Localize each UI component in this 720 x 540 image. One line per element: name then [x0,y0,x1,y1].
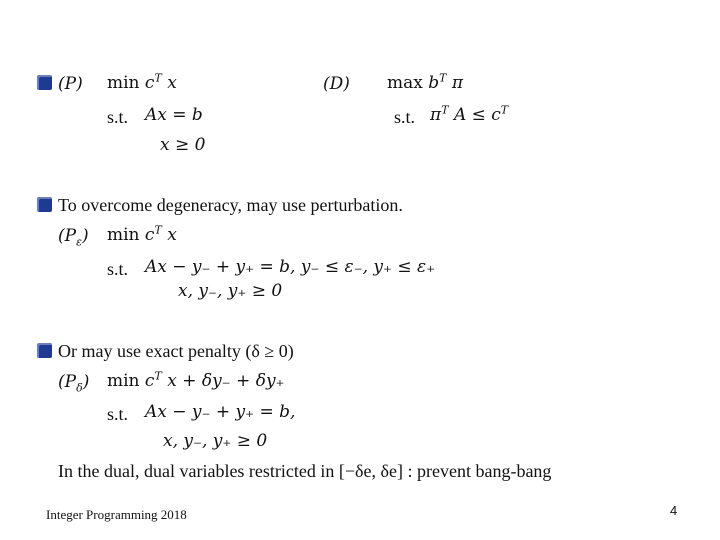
perturbed-label-close: ) [81,226,89,246]
dual-constraint-mid: A ≤ c [453,105,501,125]
penalty-heading: Or may use exact penalty (δ ≥ 0) [58,341,294,361]
square-bullet-icon [37,75,52,90]
primal-objective [107,71,177,93]
penalty-constraint-2: x, y₋, y₊ ≥ 0 [163,431,268,451]
penalty-label-sub: δ [76,381,83,395]
perturbed-st: s.t. [107,259,129,279]
dual-objective-vec: b [428,73,440,93]
perturbed-label [58,226,89,249]
square-bullet-icon [37,197,52,212]
dual-objective-op: max [387,73,423,93]
primal-objective-op: min [107,73,140,93]
dual-objective-exp: T [439,71,447,85]
dual-objective-var: π [451,73,464,93]
penalty-objective-op: min [107,371,140,391]
primal-label: (P) [58,74,83,94]
perturbed-objective-var: x [167,225,177,245]
penalty-label-base: (P [58,372,77,392]
perturbation-heading: To overcome degeneracy, may use perturbation. [58,195,403,215]
perturbed-objective-exp: T [154,223,162,237]
footer-course: Integer Programming 2018 [46,507,187,522]
primal-constraint-1: Ax = b [145,105,203,125]
dual-st: s.t. [394,107,416,127]
primal-objective-exp: T [154,71,162,85]
primal-objective-var: x [167,73,177,93]
primal-st: s.t. [107,107,129,127]
dual-constraint-exp: T [441,103,449,117]
penalty-st: s.t. [107,404,129,424]
penalty-constraint-1: Ax − y₋ + y₊ = b, [145,402,296,422]
primal-constraint-2: x ≥ 0 [160,135,206,155]
penalty-objective [107,369,285,391]
square-bullet-icon [37,343,52,358]
perturbed-objective-op: min [107,225,140,245]
perturbed-objective [107,223,177,245]
perturbed-label-sub: ε [76,235,82,249]
dual-objective [387,71,464,93]
perturbed-constraint-2: x, y₋, y₊ ≥ 0 [178,281,283,301]
dual-constraint-lhs: π [430,105,442,125]
penalty-objective-exp: T [154,369,162,383]
perturbed-label-base: (P [58,226,77,246]
dual-label: (D) [323,74,350,94]
perturbed-constraint-1: Ax − y₋ + y₊ = b, y₋ ≤ ε₋, y₊ ≤ ε₊ [145,257,436,277]
penalty-objective-rest: x + δy₋ + δy₊ [167,371,285,391]
penalty-label-close: ) [82,372,90,392]
penalty-objective-vec: c [144,371,155,391]
dual-note: In the dual, dual variables restricted in [−δe, δe] : prevent bang-bang [58,461,552,481]
dual-constraint-exp2: T [500,103,509,117]
primal-objective-vec: c [144,73,155,93]
dual-constraint-1 [430,103,509,125]
penalty-label [58,372,90,395]
perturbed-objective-vec: c [144,225,155,245]
page-number: 4 [670,503,678,518]
